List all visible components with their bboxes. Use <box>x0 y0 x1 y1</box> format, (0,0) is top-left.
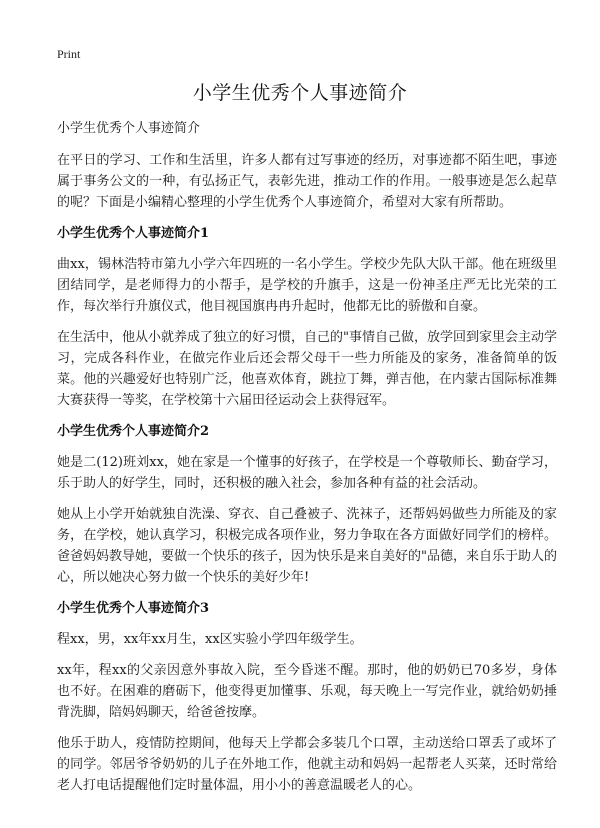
section-3-paragraph-1: 程xx，男，xx年xx月生，xx区实验小学四年级学生。 <box>57 632 363 647</box>
page-title: 小学生优秀个人事迹简介 <box>192 82 408 104</box>
section-heading-2: 小学生优秀个人事迹简介2 <box>57 424 210 439</box>
article-subtitle: 小学生优秀个人事迹简介 <box>57 121 201 136</box>
section-3-paragraph-3: 他乐于助人，疫情防控期间，他每天上学都会多装几个口罩，主动送给口罩丢了或坏了的同学。邻居爷爷奶奶的儿子在外地工作，他就主动和妈妈一起帮老人买菜，还时常给老人打电话提醒他们定时量体温，用小小的善意温暖老人的心。 <box>57 736 557 793</box>
print-link[interactable]: Print <box>57 47 81 61</box>
section-heading-3: 小学生优秀个人事迹简介3 <box>57 601 210 616</box>
section-3-paragraph-2: xx年，程xx的父亲因意外事故入院，至今昏迷不醒。那时，他的奶奶已70多岁，身体也不好。在困难的磨砺下，他变得更加懂事、乐观，每天晚上一写完作业，就给奶奶捶背洗脚，陪妈妈聊天，给爸爸按摩。 <box>57 663 557 720</box>
article-body <box>57 118 557 806</box>
section-heading-1: 小学生优秀个人事迹简介1 <box>57 226 210 241</box>
section-2-paragraph-2: 她从上小学开始就独自洗澡、穿衣、自己叠被子、洗袜子，还帮妈妈做些力所能及的家务，在学校，她认真学习，积极完成各项作业，努力争取在各方面做好同学们的榜样。爸爸妈妈教导她，要做一个快乐的孩子，因为快乐是来自美好的"品德，来自乐于助人的心，所以她决心努力做一个快乐的美好少年! <box>57 507 557 585</box>
section-1-paragraph-2: 在生活中，他从小就养成了独立的好习惯，自己的"事情自己做，放学回到家里会主动学习，完成各科作业，在做完作业后还会帮父母干一些力所能及的家务，准备简单的饭菜。他的兴趣爱好也特别广泛，他喜欢体育，跳拉丁舞，弹吉他，在内蒙古国际标准舞大赛获得一等奖，在学校第十六届田径运动会上获得冠军。 <box>57 330 557 408</box>
section-2-paragraph-1: 她是二(12)班刘xx，她在家是一个懂事的好孩子，在学校是一个尊敬师长、勤奋学习，乐于助人的好学生，同时，还积极的融入社会，参加各种有益的社会活动。 <box>57 455 557 491</box>
section-1-paragraph-1: 曲xx，锡林浩特市第九小学六年四班的一名小学生。学校少先队大队干部。他在班级里团结同学，是老师得力的小帮手，是学校的升旗手，这是一份神圣庄严无比光荣的工作，每次举行升旗仪式，他目视国旗冉冉升起时，他都无比的骄傲和自豪。 <box>57 257 557 314</box>
intro-paragraph: 在平日的学习、工作和生活里，许多人都有过写事迹的经历，对事迹都不陌生吧，事迹属于事务公文的一种，有弘扬正气，表彰先进，推动工作的作用。一般事迹是怎么起草的呢？下面是小编精心整理的小学生优秀个人事迹简介，希望对大家有所帮助。 <box>57 153 557 210</box>
